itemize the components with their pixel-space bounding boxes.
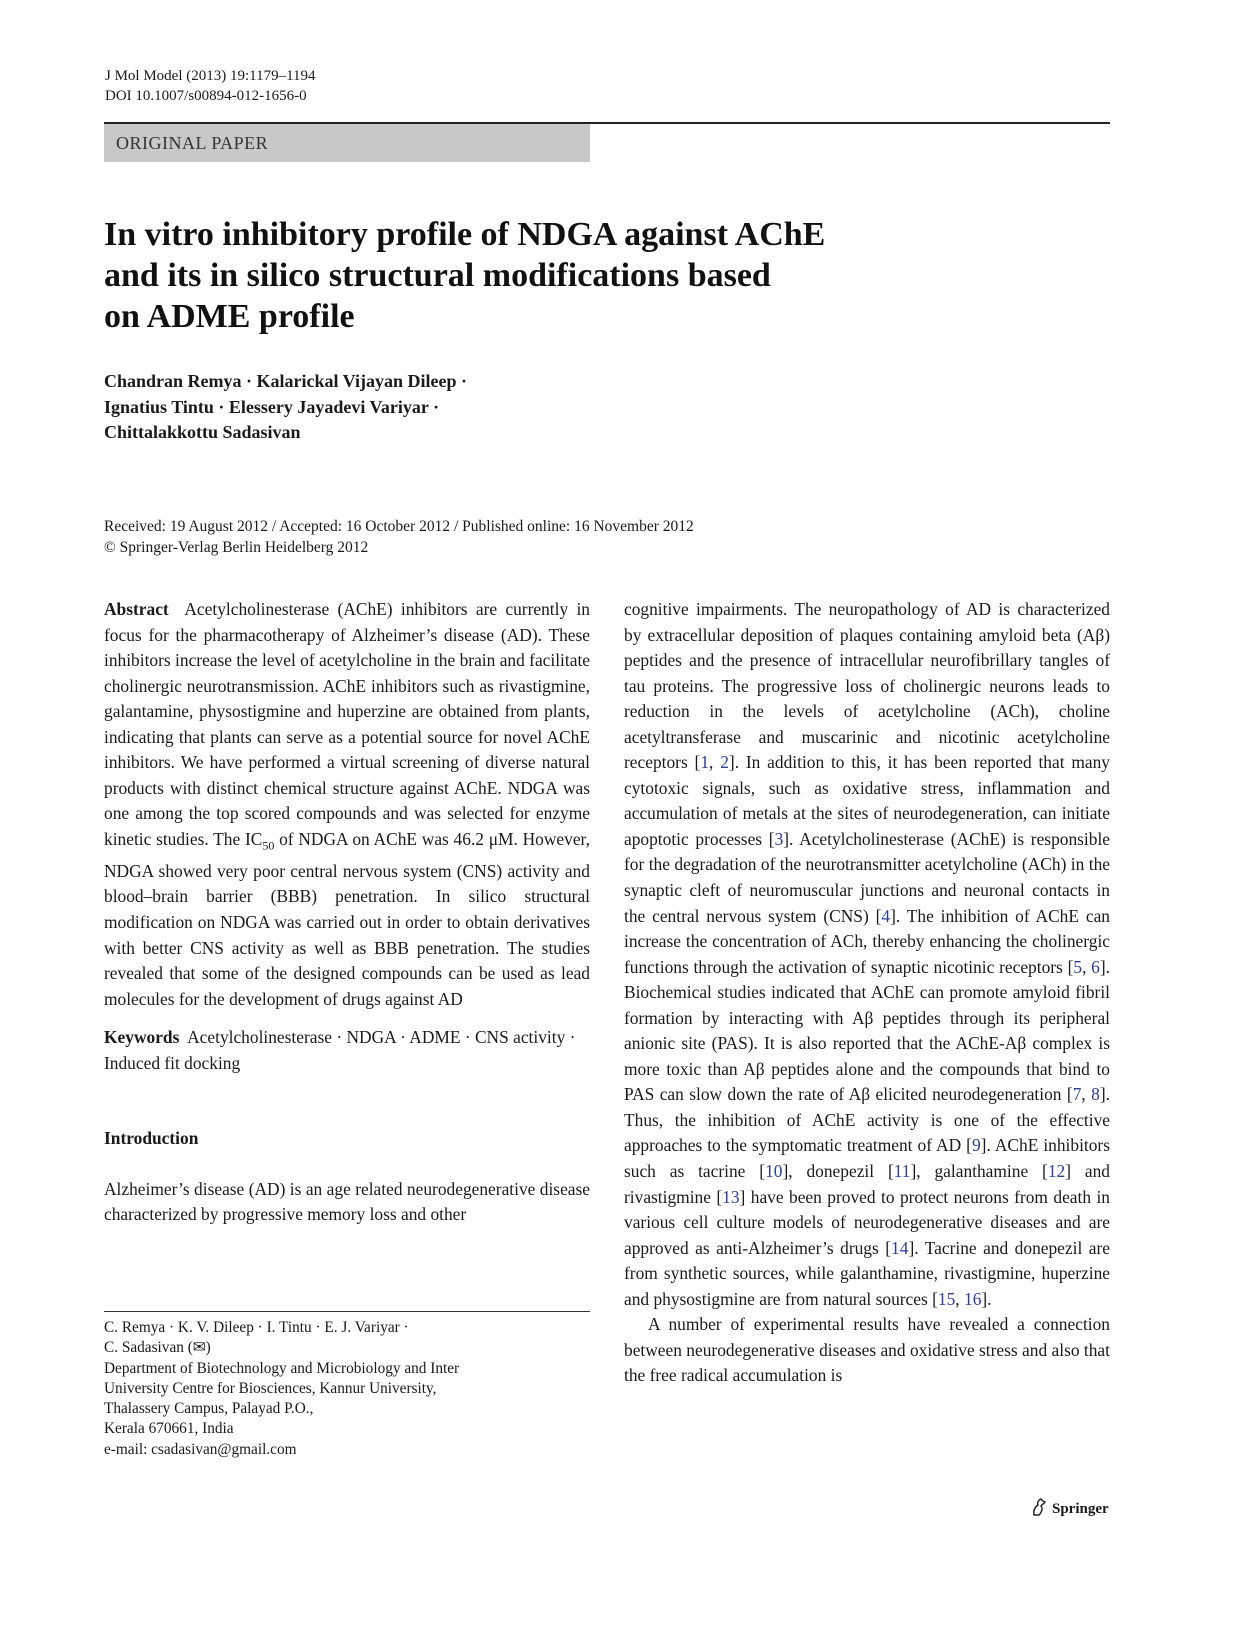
citation-link[interactable]: 11 <box>893 1161 911 1182</box>
citation-link[interactable]: 8 <box>1091 1084 1100 1105</box>
body-text: ] and rivastigmine [ <box>624 1161 1110 1207</box>
keywords-text: Acetylcholinesterase · NDGA · ADME · CNS activity · Induced fit docking <box>104 1027 576 1073</box>
doi: DOI 10.1007/s00894-012-1656-0 <box>105 88 307 104</box>
journal-citation: J Mol Model (2013) 19:1179–1194 <box>105 68 316 84</box>
publisher-logo <box>1030 1497 1109 1522</box>
footnote-line: C. Remya · K. V. Dileep · I. Tintu · E. J. Variyar · <box>104 1319 409 1336</box>
journal-reference <box>105 66 316 106</box>
citation-link[interactable]: 1 <box>700 752 710 773</box>
introduction-text: Alzheimer’s disease (AD) is an age related neurodegenerative disease characterized by progressive memory loss and other <box>104 1178 590 1225</box>
author-line: Chandran Remya · Kalarickal Vijayan Dileep · <box>104 371 468 391</box>
body-text: cognitive impairments. The neuropathology of AD is characterized by extracellular deposition of plaques containing amyloid beta (Aβ) peptides and the presence of intracellular neurofibrillary tangles of tau proteins. The progressive loss of cholinergic neurons leads to reduction in the levels of acetylcholine (ACh), choline acetyltransferase and muscarinic and nicotinic acetylcholine receptors [ <box>624 599 1110 773</box>
history-dates: Received: 19 August 2012 / Accepted: 16 October 2012 / Published online: 16 November 2012 <box>104 518 694 535</box>
citation-link[interactable]: 12 <box>1047 1161 1066 1182</box>
citation-separator: , <box>709 752 721 773</box>
title-line: and its in silico structural modifications based <box>104 257 771 294</box>
citation-link[interactable]: 3 <box>774 828 784 849</box>
body-text: ]. <box>981 1288 992 1309</box>
citation-link[interactable]: 7 <box>1072 1084 1082 1105</box>
left-column <box>104 597 590 1228</box>
body-text: ]. Thus, the inhibition of AChE activity is one of the effective approaches to the symptomatic treatment of AD [ <box>624 1084 1110 1156</box>
keywords <box>104 1025 590 1076</box>
footnote-rule <box>104 1311 590 1312</box>
citation-separator: , <box>1082 956 1092 977</box>
publisher-name: Springer <box>1052 1501 1109 1517</box>
paper-type-banner: ORIGINAL PAPER <box>104 124 590 162</box>
citation-link[interactable]: 10 <box>765 1161 783 1182</box>
subscript: 50 <box>262 838 275 853</box>
citation-separator: , <box>1081 1084 1092 1105</box>
body-paragraph <box>624 597 1110 1312</box>
body-paragraph: A number of experimental results have revealed a connection between neurodegenerative diseases and oxidative stress and also that the free radical accumulation is <box>624 1314 1110 1386</box>
email: e-mail: csadasivan@gmail.com <box>104 1440 297 1458</box>
body-text: ]. Biochemical studies indicated that AChE can promote amyloid fibril formation by interacting with Aβ peptides through its peripheral anionic site (PAS). It is also reported that the AChE-Aβ complex is more toxic than Aβ peptides alone and the compounds that bind to PAS can slow down the rate of Aβ elicited neurodegeneration [ <box>624 956 1110 1105</box>
citation-link[interactable]: 5 <box>1073 956 1083 977</box>
abstract-text: Acetylcholinesterase (AChE) inhibitors are currently in focus for the pharmacotherapy of Alzheimer’s disease (AD). These inhibitors increase the level of acetylcholine in the brain and facilitate cholinergic neurotransmission. AChE inhibitors such as rivastigmine, galantamine, physostigmine and huperzine are obtained from plants, indicating that plants can serve as a potential source for novel AChE inhibitors. We have performed a virtual screening of diverse natural products with distinct chemical structure against AChE. NDGA was one among the top scored compounds and was selected for enzyme kinetic studies. The IC <box>104 599 590 849</box>
author-line: Ignatius Tintu · Elessery Jayadevi Variyar · <box>104 396 440 417</box>
abstract-text: of NDGA on AChE was 46.2 μM. However, NDGA showed very poor central nervous system (CNS) activity and blood–brain barrier (BBB) penetration. In silico structural modification on NDGA was carried out in order to obtain derivatives with better CNS activity as well as BBB penetration. The studies revealed that some of the designed compounds can be used as lead molecules for the development of drugs against AD <box>104 828 591 1009</box>
citation-link[interactable]: 4 <box>881 905 891 926</box>
body-text: ] have been proved to protect neurons from death in various cell culture models of neurodegenerative diseases and are approved as anti-Alzheimer’s drugs [ <box>624 1186 1110 1258</box>
citation-link[interactable]: 6 <box>1091 956 1100 977</box>
paper-title <box>104 214 924 337</box>
citation-link[interactable]: 2 <box>720 752 729 773</box>
body-text: ]. The inhibition of AChE can increase the concentration of ACh, thereby enhancing the cholinergic functions through the activation of synaptic nicotinic receptors [ <box>624 905 1110 977</box>
title-line: In vitro inhibitory profile of NDGA against AChE <box>104 216 826 253</box>
body-text: ]. Tacrine and donepezil are from synthetic sources, while galanthamine, rivastigmine, huperzine and physostigmine are from natural sources [ <box>624 1237 1110 1309</box>
springer-horse-icon <box>1030 1497 1048 1522</box>
citation-link[interactable]: 14 <box>891 1237 909 1258</box>
citation-link[interactable]: 13 <box>722 1186 740 1207</box>
footnote-line: C. Sadasivan (✉) <box>104 1339 211 1357</box>
citation-link[interactable]: 16 <box>964 1288 982 1309</box>
right-column <box>624 597 1110 1389</box>
author-line: Chittalakkottu Sadasivan <box>104 422 301 442</box>
footnote-line: University Centre for Biosciences, Kannur University, <box>104 1379 437 1397</box>
introduction-heading: Introduction <box>104 1128 199 1149</box>
body-text: ]. Acetylcholinesterase (AChE) is responsible for the degradation of the neurotransmitter acetylcholine (ACh) in the synaptic cleft of neuromuscular junctions and neuronal contacts in the central nervous system (CNS) [ <box>624 828 1110 926</box>
abstract-heading: Abstract <box>104 599 169 619</box>
keywords-heading: Keywords <box>104 1027 180 1048</box>
citation-separator: , <box>955 1288 964 1309</box>
citation-link[interactable]: 15 <box>937 1288 956 1309</box>
abstract <box>104 597 590 1012</box>
copyright: © Springer-Verlag Berlin Heidelberg 2012 <box>104 539 369 556</box>
author-list <box>104 369 664 446</box>
body-text: ], galanthamine [ <box>910 1161 1048 1182</box>
footnote-line: Department of Biotechnology and Microbiology and Inter <box>104 1359 460 1377</box>
citation-link[interactable]: 9 <box>971 1135 981 1156</box>
body-text: ]. In addition to this, it has been reported that many cytotoxic signals, such as oxidative stress, inflammation and accumulation of metals at the sites of neurodegeneration, can initiate apoptotic processes [ <box>624 752 1110 849</box>
footnote-line: Kerala 670661, India <box>104 1420 234 1438</box>
body-text: ], donepezil [ <box>782 1161 894 1182</box>
footnote-line: Thalassery Campus, Palayad P.O., <box>104 1400 314 1418</box>
publication-dates <box>104 516 904 558</box>
title-line: on ADME profile <box>104 298 355 335</box>
affiliation-footnote <box>104 1318 590 1460</box>
body-text: ]. AChE inhibitors such as tacrine [ <box>624 1135 1110 1182</box>
